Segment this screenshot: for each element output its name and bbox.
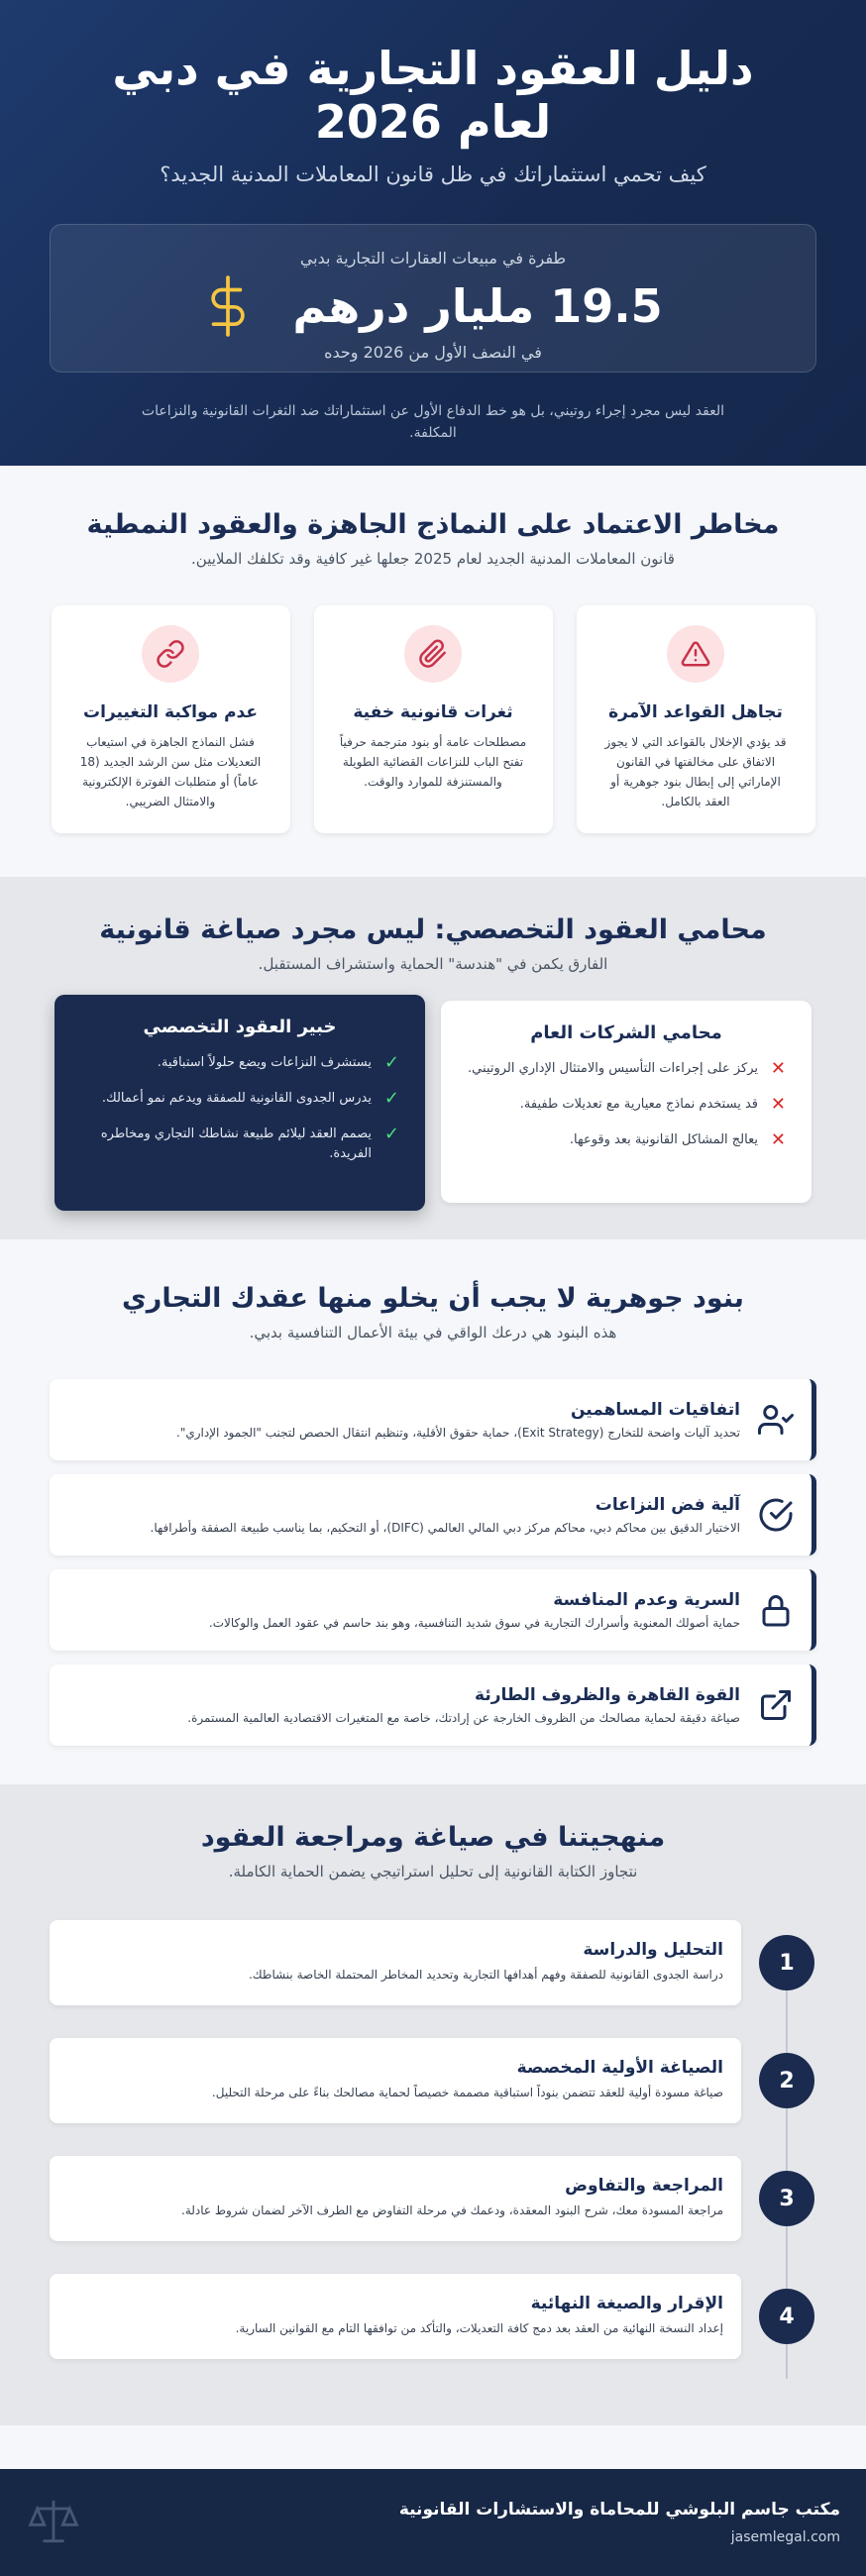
risk-text: قد يؤدي الإخلال بالقواعد التي لا يجوز الاتفاق على مخالفتها في القانون الإماراتي إلى إبطال بنود جوهرية أو العقد بالكامل. — [604, 735, 787, 808]
step-card — [50, 2274, 741, 2359]
footer-text — [399, 2500, 840, 2545]
step-item — [0, 2274, 866, 2359]
warning-icon — [681, 639, 710, 669]
specialist-lawyer-list — [80, 1053, 399, 1164]
clause-text: حماية أصولك المعنوية وأسرارك التجارية في سوق شديد التنافسية، وهو بند حاسم في عقود العمل والوكالات. — [208, 1616, 740, 1630]
step-number: 2 — [759, 2053, 814, 2108]
spacer — [0, 2425, 866, 2469]
clause-item — [50, 1664, 816, 1746]
paperclip-icon-wrap — [404, 625, 462, 683]
list-item: ✕ يركز على إجراءات التأسيس والامتثال الإداري الروتيني. — [468, 1058, 786, 1079]
general-lawyer-card — [441, 1001, 812, 1203]
step-number: 3 — [759, 2171, 814, 2226]
steps-subtitle: نتجاوز الكتابة القانونية إلى تحليل استراتيجي يضمن الحماية الكاملة. — [228, 1863, 638, 1880]
website-link[interactable]: jasemlegal.com — [730, 2529, 840, 2545]
warning-icon-wrap — [667, 625, 724, 683]
step-title: الصياغة الأولية المخصصة — [516, 2058, 723, 2078]
stat-row — [51, 273, 815, 339]
risk-text: مصطلحات عامة أو بنود مترجمة حرفياً تفتح الباب للنزاعات القضائية الطويلة والمستنزفة للموارد والوقت. — [339, 735, 527, 789]
step-number: 1 — [759, 1935, 814, 1990]
clause-item — [50, 1569, 816, 1651]
firm-name: مكتب جاسم البلوشي للمحاماة والاستشارات القانونية — [398, 2500, 840, 2520]
clauses-title: بنود جوهرية لا يجب أن يخلو منها عقدك التجاري — [122, 1283, 744, 1314]
list-item: ✕ قد يستخدم نماذج معيارية مع تعديلات طفيفة. — [519, 1094, 786, 1115]
step-text: صياغة مسودة أولية للعقد تتضمن بنوداً استباقية مصممة خصيصاً لحماية مصالحك بناءً على مرحلة التحليل. — [211, 2086, 723, 2099]
clause-text: الاختيار الدقيق بين محاكم دبي، محاكم مركز دبي المالي العالمي (DIFC)، أو التحكيم، بما يناسب طبيعة الصفقة وأطرافها. — [150, 1521, 740, 1535]
check-icon: ✓ — [383, 1052, 399, 1073]
x-icon: ✕ — [770, 1094, 786, 1115]
clause-item — [50, 1474, 816, 1556]
step-title: المراجعة والتفاوض — [565, 2176, 723, 2196]
hero-note: العقد ليس مجرد إجراء روتيني، بل هو خط الدفاع الأول عن استثماراتك ضد الثغرات القانونية والنزاعات المكلفة. — [141, 403, 725, 441]
link-icon — [156, 639, 185, 669]
list-item: ✕ يعالج المشاكل القانونية بعد وقوعها. — [569, 1129, 786, 1150]
general-lawyer-list — [467, 1059, 786, 1150]
check-icon: ✓ — [383, 1088, 399, 1109]
step-number: 4 — [759, 2289, 814, 2344]
x-icon: ✕ — [770, 1058, 786, 1079]
specialist-lawyer-card — [54, 995, 425, 1211]
risk-title: عدم مواكبة التغييرات — [83, 702, 258, 722]
specialist-lawyer-title: خبير العقود التخصصي — [143, 1017, 337, 1037]
steps-section — [0, 1784, 866, 2425]
step-list — [0, 1920, 866, 2359]
check-circle-icon — [758, 1497, 794, 1533]
x-icon: ✕ — [770, 1129, 786, 1150]
step-title: الإقرار والصيغة النهائية — [530, 2294, 723, 2313]
risks-section — [0, 466, 866, 877]
risks-title: مخاطر الاعتماد على النماذج الجاهزة والعقود النمطية — [86, 509, 780, 540]
step-text: إعداد النسخة النهائية من العقد بعد دمج كافة التعديلات، والتأكد من توافقها التام مع القوانين السارية. — [235, 2321, 723, 2335]
clauses-subtitle: هذه البنود هي درعك الواقي في بيئة الأعمال التنافسية بدبي. — [249, 1324, 617, 1342]
step-title: التحليل والدراسة — [583, 1940, 723, 1960]
compare-section — [0, 877, 866, 1239]
steps-title: منهجيتنا في صياغة ومراجعة العقود — [200, 1822, 666, 1853]
stat-label: طفرة في مبيعات العقارات التجارية بدبي — [299, 249, 567, 268]
user-check-icon — [758, 1402, 794, 1438]
compare-title: محامي العقود التخصصي: ليس مجرد صياغة قانونية — [99, 914, 767, 945]
step-text: مراجعة المسودة معك، شرح البنود المعقدة، ودعمك في مرحلة التفاوض مع الطرف الآخر لضمان شروط عادلة. — [181, 2203, 723, 2217]
risk-card — [314, 605, 553, 833]
risk-cards — [0, 605, 866, 833]
link-icon-wrap — [142, 625, 199, 683]
step-card — [50, 2156, 741, 2241]
risk-text: فشل النماذج الجاهزة في استيعاب التعديلات مثل سن الرشد الجديد (18 عاماً) أو متطلبات الفوترة الإلكترونية والامتثال الضريبي. — [79, 735, 262, 808]
stat-box — [50, 224, 816, 373]
step-text: دراسة الجدوى القانونية للصفقة وفهم أهدافها التجارية وتحديد المخاطر المحتملة الخاصة بنشاطك. — [248, 1968, 723, 1982]
step-card — [50, 1920, 741, 2005]
clause-item — [50, 1379, 816, 1460]
clause-list — [0, 1379, 866, 1746]
clause-title: آلية فض النزاعات — [595, 1495, 740, 1515]
risk-title: تجاهل القواعد الآمرة — [608, 702, 783, 722]
compare-subtitle: الفارق يكمن في "هندسة" الحماية واستشراف المستقبل. — [258, 955, 608, 973]
clauses-section — [0, 1239, 866, 1784]
risk-card — [577, 605, 815, 833]
general-lawyer-title: محامي الشركات العام — [530, 1022, 722, 1043]
list-item: ✓ يستشرف النزاعات ويضع حلولاً استباقية. — [157, 1052, 399, 1073]
compare-cards — [0, 1001, 866, 1211]
clause-text: صياغة دقيقة لحماية مصالحك من الظروف الخارجة عن إرادتك، خاصة مع المتغيرات الاقتصادية العالمية المستمرة. — [187, 1711, 740, 1725]
dollar-icon — [203, 275, 253, 337]
risk-title: ثغرات قانونية خفية — [353, 702, 513, 722]
list-item: ✓ يدرس الجدوى القانونية للصفقة ويدعم نمو أعمالك. — [101, 1088, 399, 1109]
check-icon: ✓ — [383, 1124, 399, 1144]
clause-title: القوة القاهرة والظروف الطارئة — [475, 1685, 740, 1705]
risks-subtitle: قانون المعاملات المدنية الجديد لعام 2025 جعلها غير كافية وقد تكلفك الملايين. — [191, 550, 675, 568]
clause-text: تحديد آليات واضحة للتخارج (Exit Strategy)، حماية حقوق الأقلية، وتنظيم انتقال الحصص لتجنب "الجمود الإداري". — [176, 1426, 740, 1440]
hero-subtitle: كيف تحمي استثماراتك في ظل قانون المعاملات المدنية الجديد؟ — [160, 162, 706, 186]
stat-note: في النصف الأول من 2026 وحده — [324, 343, 542, 362]
clause-title: اتفاقيات المساهمين — [571, 1400, 740, 1420]
step-item — [0, 1920, 866, 2005]
step-card — [50, 2038, 741, 2123]
stat-value: 19.5 مليار درهم — [292, 279, 663, 333]
hero-section — [0, 0, 866, 466]
paperclip-icon — [418, 639, 448, 669]
risk-card — [52, 605, 290, 833]
footer — [0, 2469, 866, 2576]
step-item — [0, 2038, 866, 2123]
lock-icon — [758, 1592, 794, 1628]
step-item — [0, 2156, 866, 2241]
external-link-icon — [758, 1687, 794, 1723]
clause-title: السرية وعدم المنافسة — [553, 1590, 740, 1610]
law-firm-logo-icon — [26, 2495, 81, 2550]
list-item: ✓ يصمم العقد ليلائم طبيعة نشاطك التجاري ومخاطره الفريدة. — [100, 1124, 399, 1161]
page-title: دليل العقود التجارية في دبي لعام 2026 — [112, 42, 754, 149]
